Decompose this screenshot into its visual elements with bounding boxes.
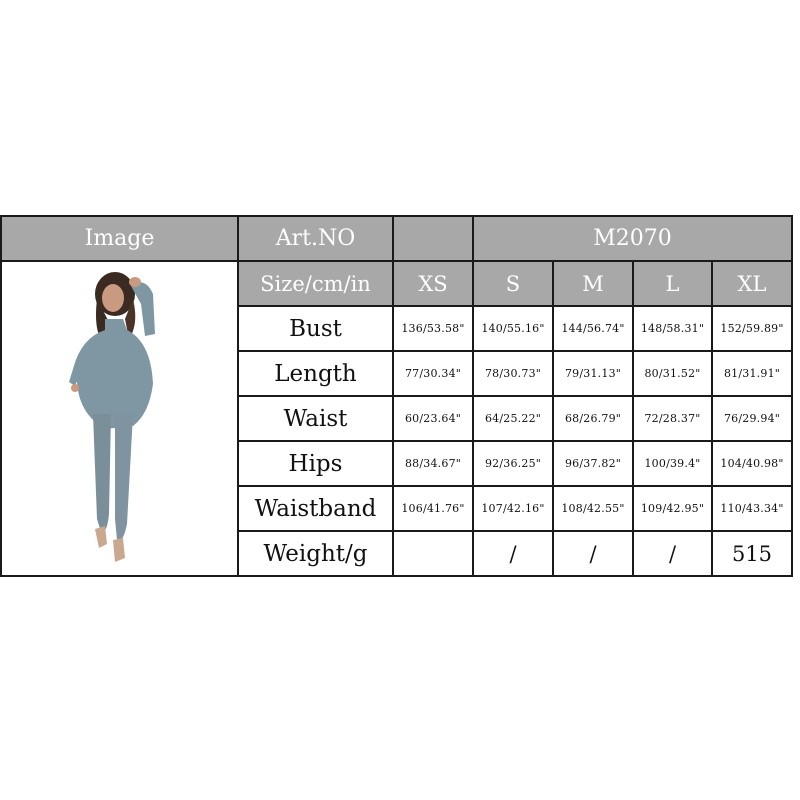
image-header: Image — [1, 216, 238, 261]
table-cell: 77/30.34" — [393, 351, 473, 396]
table-cell: 60/23.64" — [393, 396, 473, 441]
table-cell — [393, 531, 473, 576]
model-photo — [65, 264, 175, 574]
row-label-waistband: Waistband — [238, 486, 393, 531]
size-l: L — [633, 261, 712, 306]
size-xl: XL — [712, 261, 792, 306]
table-cell: 78/30.73" — [473, 351, 553, 396]
table-cell: 515 — [712, 531, 792, 576]
row-label-bust: Bust — [238, 306, 393, 351]
table-cell: 152/59.89" — [712, 306, 792, 351]
table-cell: 107/42.16" — [473, 486, 553, 531]
size-s: S — [473, 261, 553, 306]
table-cell: 108/42.55" — [553, 486, 633, 531]
table-cell: 88/34.67" — [393, 441, 473, 486]
table-cell: 140/55.16" — [473, 306, 553, 351]
size-chart-table — [0, 215, 793, 577]
table-cell: 79/31.13" — [553, 351, 633, 396]
table-cell: 110/43.34" — [712, 486, 792, 531]
table-cell: 144/56.74" — [553, 306, 633, 351]
table-cell: 136/53.58" — [393, 306, 473, 351]
blank-header-cell — [393, 216, 473, 261]
table-cell: 76/29.94" — [712, 396, 792, 441]
product-image — [1, 261, 238, 576]
table-cell: 92/36.25" — [473, 441, 553, 486]
table-cell: 80/31.52" — [633, 351, 712, 396]
table-cell: 64/25.22" — [473, 396, 553, 441]
size-label: Size/cm/in — [238, 261, 393, 306]
row-label-weight: Weight/g — [238, 531, 393, 576]
table-cell: 96/37.82" — [553, 441, 633, 486]
row-label-hips: Hips — [238, 441, 393, 486]
table-cell: 81/31.91" — [712, 351, 792, 396]
table-cell: / — [553, 531, 633, 576]
table-cell: 100/39.4" — [633, 441, 712, 486]
size-xs: XS — [393, 261, 473, 306]
art-no-value: M2070 — [473, 216, 792, 261]
table-cell: / — [473, 531, 553, 576]
table-cell: / — [633, 531, 712, 576]
row-label-length: Length — [238, 351, 393, 396]
table-cell: 104/40.98" — [712, 441, 792, 486]
table-cell: 72/28.37" — [633, 396, 712, 441]
row-label-waist: Waist — [238, 396, 393, 441]
art-no-header: Art.NO — [238, 216, 393, 261]
table-cell: 68/26.79" — [553, 396, 633, 441]
table-cell: 109/42.95" — [633, 486, 712, 531]
table-cell: 106/41.76" — [393, 486, 473, 531]
size-m: M — [553, 261, 633, 306]
table-cell: 148/58.31" — [633, 306, 712, 351]
